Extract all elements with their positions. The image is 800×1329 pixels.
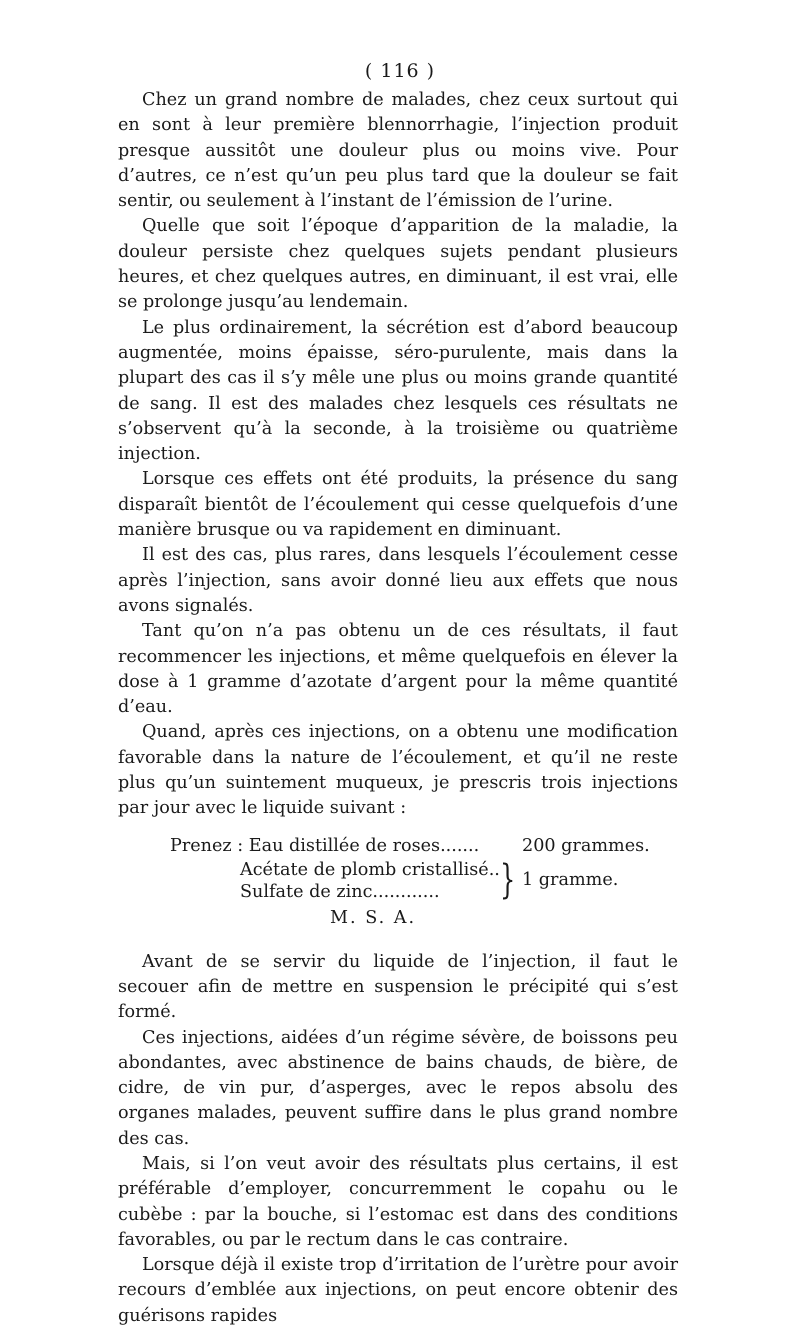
paragraph: Avant de se servir du liquide de l’injection, il faut le secouer afin de mettre en suspension le précipité qui s’est formé. xyxy=(118,951,678,1023)
recipe-instruction: M. S. A. xyxy=(330,907,417,928)
paragraph: Quelle que soit l’époque d’apparition de la maladie, la douleur persiste chez quelques sujets pendant plusieurs heures, et chez quelques autres, en diminuant, il est vrai, elle se prolonge jusqu’au lendemain. xyxy=(118,216,678,313)
paragraph: Lorsque ces effets ont été produits, la présence du sang disparaît bientôt de l’écoulement qui cesse quelquefois d’une manière brusque ou va rapidement en diminuant. xyxy=(118,469,678,541)
recipe-ingredient-zinc-sulfate: Sulfate de zinc............ xyxy=(240,881,440,902)
recipe-ingredient-lead-acetate: Acétate de plomb cristallisé.. xyxy=(240,859,500,880)
recipe-quantity-rose-water: 200 grammes. xyxy=(522,835,650,856)
paragraph: Tant qu’on n’a pas obtenu un de ces résultats, il faut recommencer les injections, et même quelquefois en élever la dose à 1 gramme d’azotate d’argent pour la même quantité d’eau. xyxy=(118,621,678,718)
paragraph: Ces injections, aidées d’un régime sévère, de boissons peu abondantes, avec abstinence de bains chauds, de bière, de cidre, de vin pur, d’asperges, avec le repos absolu des organes malades, peuvent suffire dans le plus grand nombre des cas. xyxy=(118,1027,678,1149)
page-number: ( 116 ) xyxy=(364,60,436,82)
paragraph: Lorsque déjà il existe trop d’irritation de l’urètre pour avoir recours d’emblée aux injections, on peut encore obtenir des guérisons rapides xyxy=(118,1255,678,1326)
paragraph: Il est des cas, plus rares, dans lesquels l’écoulement cesse après l’injection, sans avoir donné lieu aux effets que nous avons signalés. xyxy=(118,545,678,616)
recipe-quantity-salts: 1 gramme. xyxy=(522,869,619,890)
paragraph: Quand, après ces injections, on a obtenu une modification favorable dans la nature de l’écoulement, et qu’il ne reste plus qu’un suintement muqueux, je prescris trois injections par jour avec le liquide suivant : xyxy=(118,722,678,819)
brace-icon: } xyxy=(500,856,516,903)
paragraph: Chez un grand nombre de malades, chez ceux surtout qui en sont à leur première blennorrhagie, l’injection produit presque aussitôt une douleur plus ou moins vive. Pour d’autres, ce n’est qu’un peu plus tard que la douleur se fait sentir, ou seulement à l’instant de l’émission de l’urine. xyxy=(118,90,678,212)
paragraph: Mais, si l’on veut avoir des résultats plus certains, il est préférable d’employer, concurremment le copahu ou le cubèbe : par la bouche, si l’estomac est dans des conditions favorables, ou par le rectum dans le cas contraire. xyxy=(118,1153,678,1250)
recipe-ingredient-rose-water: Prenez : Eau distillée de roses....... xyxy=(170,835,480,856)
body-text xyxy=(118,88,678,1329)
recipe-formula xyxy=(118,834,678,940)
paragraph: Le plus ordinairement, la sécrétion est d’abord beaucoup augmentée, moins épaisse, séro-purulente, mais dans la plupart des cas il s’y mêle une plus ou moins grande quantité de sang. Il est des malades chez lesquels ces résultats ne s’observent qu’à la seconde, à la troisième ou quatrième injection. xyxy=(118,317,678,465)
